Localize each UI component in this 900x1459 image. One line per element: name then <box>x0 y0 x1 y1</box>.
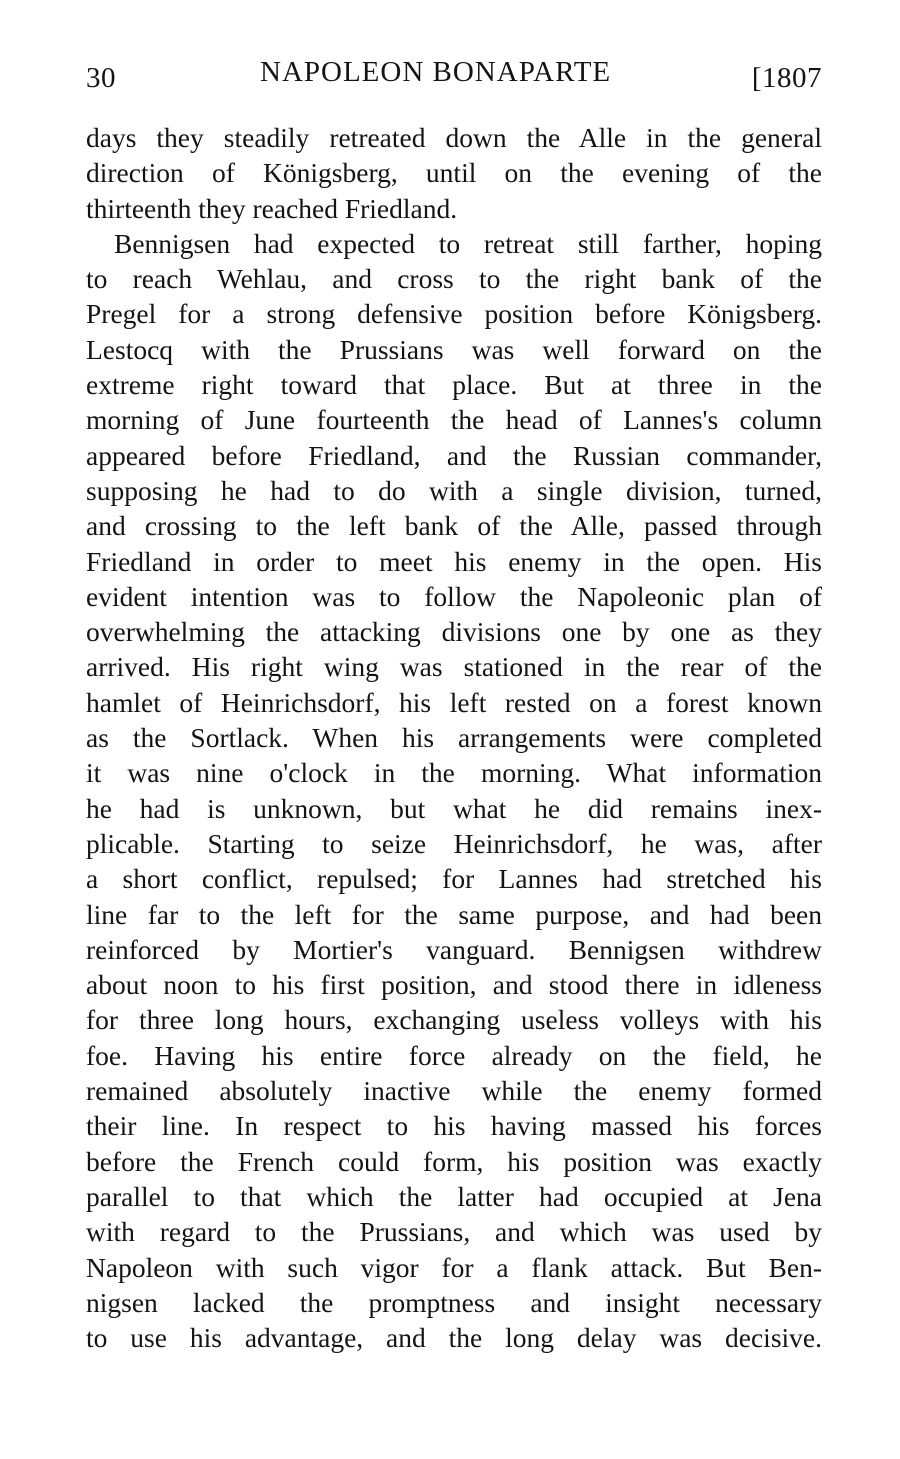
text-line: overwhelming the attacking divisions one by one as they <box>86 616 822 648</box>
book-page <box>86 56 822 1355</box>
text-line: and crossing to the left bank of the Alle, passed through <box>86 510 822 542</box>
text-line: for three long hours, exchanging useless volleys with his <box>86 1004 822 1036</box>
text-line: their line. In respect to his having massed his forces <box>86 1110 822 1142</box>
running-year: [1807 <box>751 62 822 94</box>
page-number: 30 <box>86 62 116 94</box>
text-line: foe. Having his entire force already on the field, he <box>86 1039 822 1071</box>
text-line: it was nine o'clock in the morning. What information <box>86 757 822 789</box>
text-line: Friedland in order to meet his enemy in the open. His <box>86 545 822 577</box>
text-line: to reach Wehlau, and cross to the right bank of the <box>86 263 822 295</box>
text-line: appeared before Friedland, and the Russian commander, <box>86 439 822 471</box>
text-line: thirteenth they reached Friedland. <box>86 192 458 224</box>
text-line: direction of Königsberg, until on the evening of the <box>86 157 822 189</box>
text-line: morning of June fourteenth the head of Lannes's column <box>86 404 822 436</box>
running-head <box>86 56 822 96</box>
text-line: evident intention was to follow the Napoleonic plan of <box>86 580 822 612</box>
text-line: Napoleon with such vigor for a flank attack. But Ben- <box>86 1251 822 1283</box>
text-line: Pregel for a strong defensive position before Königsberg. <box>86 298 822 330</box>
running-title: NAPOLEON BONAPARTE <box>260 56 612 88</box>
text-line: with regard to the Prussians, and which was used by <box>86 1216 822 1248</box>
text-line: remained absolutely inactive while the enemy formed <box>86 1075 822 1107</box>
text-line: parallel to that which the latter had occupied at Jena <box>86 1180 822 1212</box>
text-line: about noon to his first position, and stood there in idleness <box>86 969 822 1001</box>
text-line: a short conflict, repulsed; for Lannes had stretched his <box>86 863 822 895</box>
text-line: supposing he had to do with a single division, turned, <box>86 474 822 506</box>
text-line: line far to the left for the same purpose, and had been <box>86 898 822 930</box>
text-line: arrived. His right wing was stationed in the rear of the <box>86 651 822 683</box>
text-line: plicable. Starting to seize Heinrichsdorf, he was, after <box>86 827 822 859</box>
text-line: Lestocq with the Prussians was well forward on the <box>86 333 822 365</box>
text-line: reinforced by Mortier's vanguard. Bennigsen withdrew <box>86 933 822 965</box>
text-line: extreme right toward that place. But at three in the <box>86 369 822 401</box>
text-line: to use his advantage, and the long delay was decisive. <box>86 1322 822 1354</box>
text-line: Bennigsen had expected to retreat still farther, hoping <box>114 227 822 259</box>
text-line: he had is unknown, but what he did remains inex- <box>86 792 822 824</box>
text-line: before the French could form, his position was exactly <box>86 1145 822 1177</box>
body-text <box>86 120 822 1355</box>
text-line: nigsen lacked the promptness and insight necessary <box>86 1286 822 1318</box>
text-line: days they steadily retreated down the Alle in the general <box>86 122 822 153</box>
text-line: as the Sortlack. When his arrangements were completed <box>86 722 822 754</box>
text-line: hamlet of Heinrichsdorf, his left rested on a forest known <box>86 686 822 718</box>
